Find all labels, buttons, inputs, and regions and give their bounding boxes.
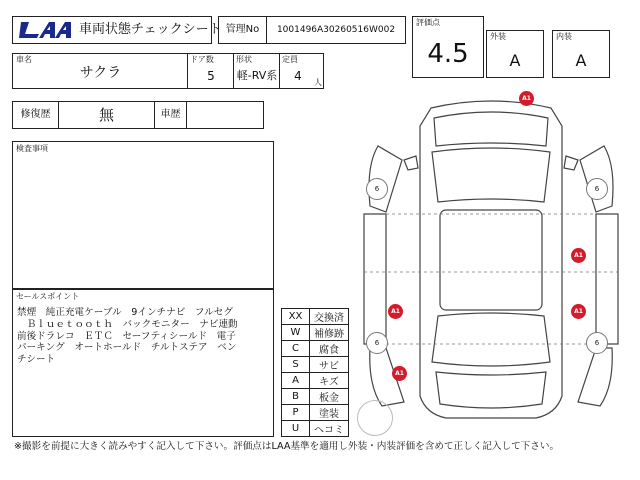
interior-value: A xyxy=(575,51,587,70)
legend-code: XX xyxy=(282,309,310,325)
sales-line: チシート xyxy=(17,354,56,366)
legend-row xyxy=(282,309,349,325)
legend-code: S xyxy=(282,357,310,373)
vehicle-info-row xyxy=(12,53,324,89)
legend-row xyxy=(282,389,349,405)
legend-row xyxy=(282,373,349,389)
doors-value: 5 xyxy=(207,69,215,83)
management-box xyxy=(218,16,406,44)
car-history-value xyxy=(187,102,263,128)
capacity-value: 4 xyxy=(294,69,302,83)
legend-meaning: 板金 xyxy=(310,389,349,405)
sales-line: 禁煙 純正充電ケーブル 9インチナビ フルセグ xyxy=(17,307,233,318)
damage-marker[interactable]: A1 xyxy=(392,366,407,381)
legend-row xyxy=(282,357,349,373)
legend-row xyxy=(282,341,349,357)
repair-history-label: 修復歴 xyxy=(13,102,59,128)
car-history-label: 車歴 xyxy=(155,102,187,128)
capacity-cell xyxy=(280,54,324,88)
inspection-label: 検査事項 xyxy=(16,144,48,153)
sales-line: パーキング オートホールド チルトステア ベン xyxy=(17,342,237,354)
legend-code: B xyxy=(282,389,310,405)
exterior-box xyxy=(486,30,544,78)
tire-front-left: 6 xyxy=(366,178,388,200)
rating-value: 4.5 xyxy=(427,39,469,69)
damage-marker[interactable]: A1 xyxy=(519,91,534,106)
management-label: 管理No xyxy=(219,17,267,43)
vehicle-name-cell xyxy=(13,54,188,88)
sales-line: Ｂｌｕｅｔｏｏｔｈ バックモニター ナビ連動 xyxy=(17,318,238,330)
header xyxy=(12,16,222,44)
legend-meaning: 交換済 xyxy=(310,309,349,325)
capacity-label: 定員 xyxy=(282,55,298,64)
shape-label: 形状 xyxy=(236,55,252,64)
laa-logo xyxy=(17,19,75,41)
legend-code: W xyxy=(282,325,310,341)
damage-legend-table xyxy=(281,308,349,437)
exterior-value: A xyxy=(509,51,521,70)
tire-rear-right: 6 xyxy=(586,332,608,354)
legend-code: P xyxy=(282,405,310,421)
legend-meaning: 塗装 xyxy=(310,405,349,421)
damage-marker[interactable]: A1 xyxy=(388,304,403,319)
legend-code: U xyxy=(282,421,310,437)
stamp-circle xyxy=(357,400,393,436)
legend-row xyxy=(282,405,349,421)
vehicle-name-label: 車名 xyxy=(16,55,32,64)
damage-marker[interactable]: A1 xyxy=(571,248,586,263)
legend-row xyxy=(282,325,349,341)
sales-points-label: セールスポイント xyxy=(16,292,80,301)
doors-label: ドア数 xyxy=(190,55,214,64)
interior-label: 内装 xyxy=(556,32,572,41)
damage-marker[interactable]: A1 xyxy=(571,304,586,319)
legend-meaning: ヘコミ xyxy=(310,421,349,437)
sheet-title: 車両状態チェックシート xyxy=(79,22,222,37)
repair-history-value: 無 xyxy=(59,102,155,128)
legend-meaning: キズ xyxy=(310,373,349,389)
capacity-unit: 人 xyxy=(314,78,322,87)
legend-meaning: 腐食 xyxy=(310,341,349,357)
rating-box xyxy=(412,16,484,78)
legend-meaning: 補修跡 xyxy=(310,325,349,341)
sales-points-text xyxy=(17,307,273,366)
tire-rear-left: 6 xyxy=(366,332,388,354)
exterior-label: 外装 xyxy=(490,32,506,41)
doors-cell xyxy=(188,54,234,88)
legend-code: A xyxy=(282,373,310,389)
footer-note: ※撮影を前提に大きく読みやすく記入して下さい。評価点はLAA基準を適用し外装・内装評価を含めて正しく記入して下さい。 xyxy=(14,441,560,452)
car-damage-diagram xyxy=(356,86,626,436)
tire-front-right: 6 xyxy=(586,178,608,200)
rating-label: 評価点 xyxy=(416,18,440,27)
repair-row xyxy=(12,101,264,129)
management-number: 1001496A30260516W002 xyxy=(276,25,396,35)
shape-value: 軽-RV系 xyxy=(236,69,278,82)
legend-meaning: サビ xyxy=(310,357,349,373)
shape-cell xyxy=(234,54,280,88)
car-outline xyxy=(356,86,626,436)
legend-code: C xyxy=(282,341,310,357)
interior-box xyxy=(552,30,610,78)
legend-row xyxy=(282,421,349,437)
sales-points-box xyxy=(12,289,274,437)
vehicle-name: サクラ xyxy=(79,65,122,81)
sales-line: 前後ドラレコ ＥＴＣ セーフティシールド 電子 xyxy=(17,330,236,342)
inspection-box xyxy=(12,141,274,289)
